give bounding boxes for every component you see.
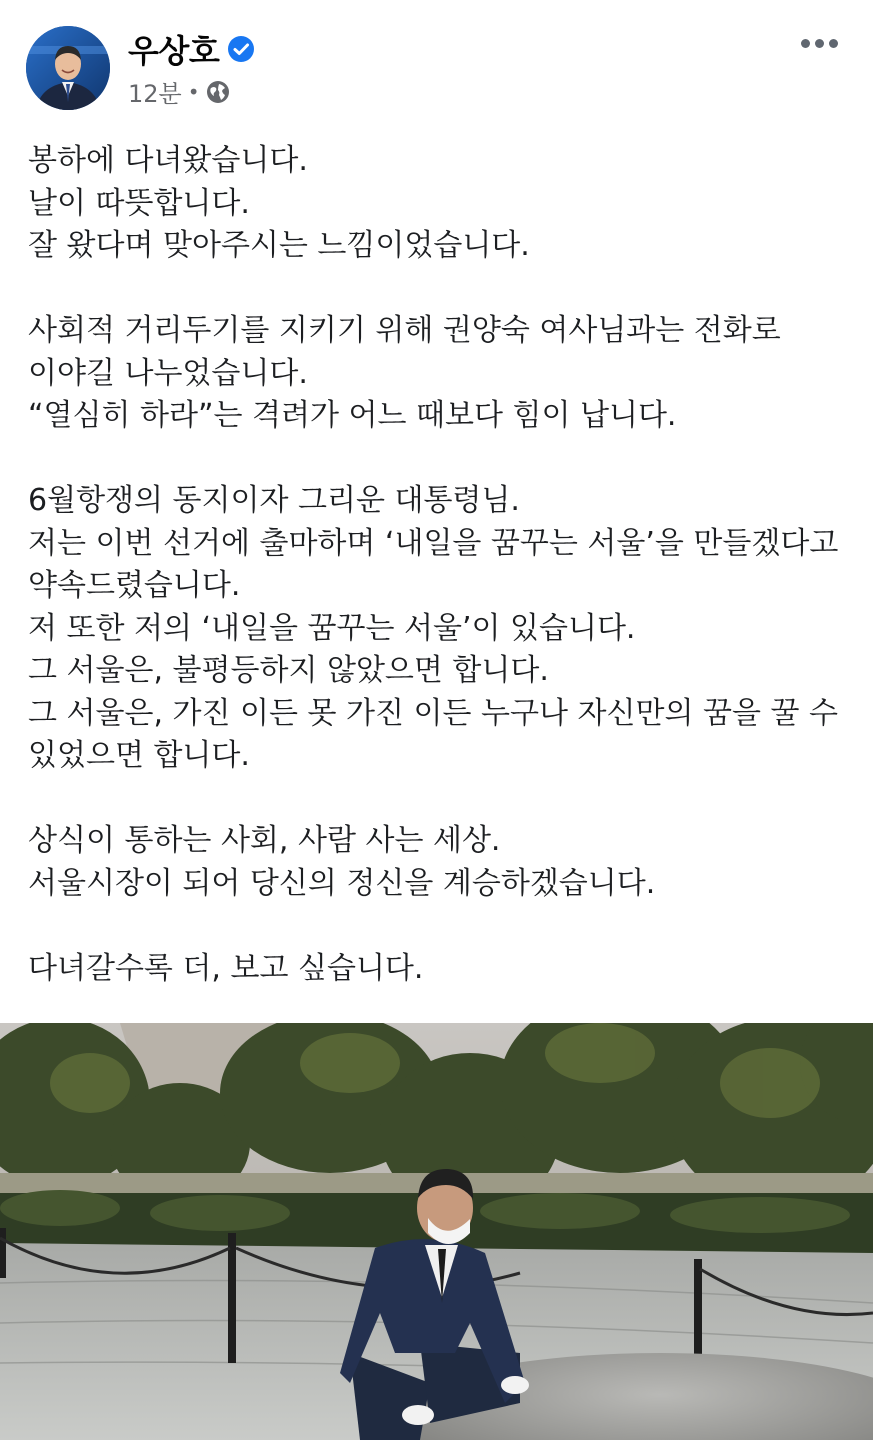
memorial-photo [0, 1023, 873, 1440]
globe-icon[interactable] [206, 80, 230, 104]
post-line: 상식이 통하는 사회, 사람 사는 세상. [28, 823, 501, 858]
post-line: 다녀갈수록 더, 보고 싶습니다. [28, 950, 424, 986]
more-dot-icon [815, 39, 824, 48]
post-paragraph [28, 480, 858, 778]
post-line: 있었으면 합니다. [28, 738, 250, 773]
post-line: 봉하에 다녀왔습니다. [28, 143, 308, 178]
more-options-button[interactable] [795, 28, 843, 58]
post-photo[interactable] [0, 1023, 873, 1440]
post-meta [128, 74, 230, 109]
post-line: 저 또한 저의 ‘내일을 꿈꾸는 서울’이 있습니다. [28, 610, 636, 646]
author-name[interactable]: 우상호 [128, 32, 220, 70]
post-line: 잘 왔다며 맞아주시는 느낌이었습니다. [28, 228, 530, 263]
post-line: 사회적 거리두기를 지키기 위해 권양숙 여사님과는 전화로 [28, 313, 781, 348]
more-dot-icon [801, 39, 810, 48]
avatar[interactable] [26, 26, 110, 110]
post-paragraph [28, 310, 858, 438]
post-line: 날이 따뜻합니다. [28, 185, 250, 221]
post-line: 서울시장이 되어 당신의 정신을 계승하겠습니다. [28, 865, 656, 901]
post-timestamp[interactable]: 12분 [128, 80, 182, 108]
post-paragraph [28, 820, 858, 905]
post-line: 그 서울은, 가진 이든 못 가진 이든 누구나 자신만의 꿈을 꿀 수 [28, 695, 838, 731]
post-line: 저는 이번 선거에 출마하며 ‘내일을 꿈꾸는 서울’을 만들겠다고 [28, 525, 839, 561]
post-paragraph [28, 948, 858, 991]
author-name-row [128, 26, 255, 72]
post-text [28, 140, 858, 990]
post-paragraph [28, 140, 858, 268]
verified-badge-icon [227, 35, 255, 63]
post-line: 이야길 나누었습니다. [28, 355, 308, 391]
more-dot-icon [829, 39, 838, 48]
meta-separator: • [187, 79, 200, 104]
post-line: 6월항쟁의 동지이자 그리운 대통령님. [28, 483, 520, 518]
post-line: 약속드렸습니다. [28, 568, 241, 603]
post-line: “열심히 하라”는 격려가 어느 때보다 힘이 납니다. [28, 398, 677, 433]
post-line: 그 서울은, 불평등하지 않았으면 합니다. [28, 653, 549, 688]
post-header [0, 0, 873, 130]
avatar-image [26, 26, 110, 110]
